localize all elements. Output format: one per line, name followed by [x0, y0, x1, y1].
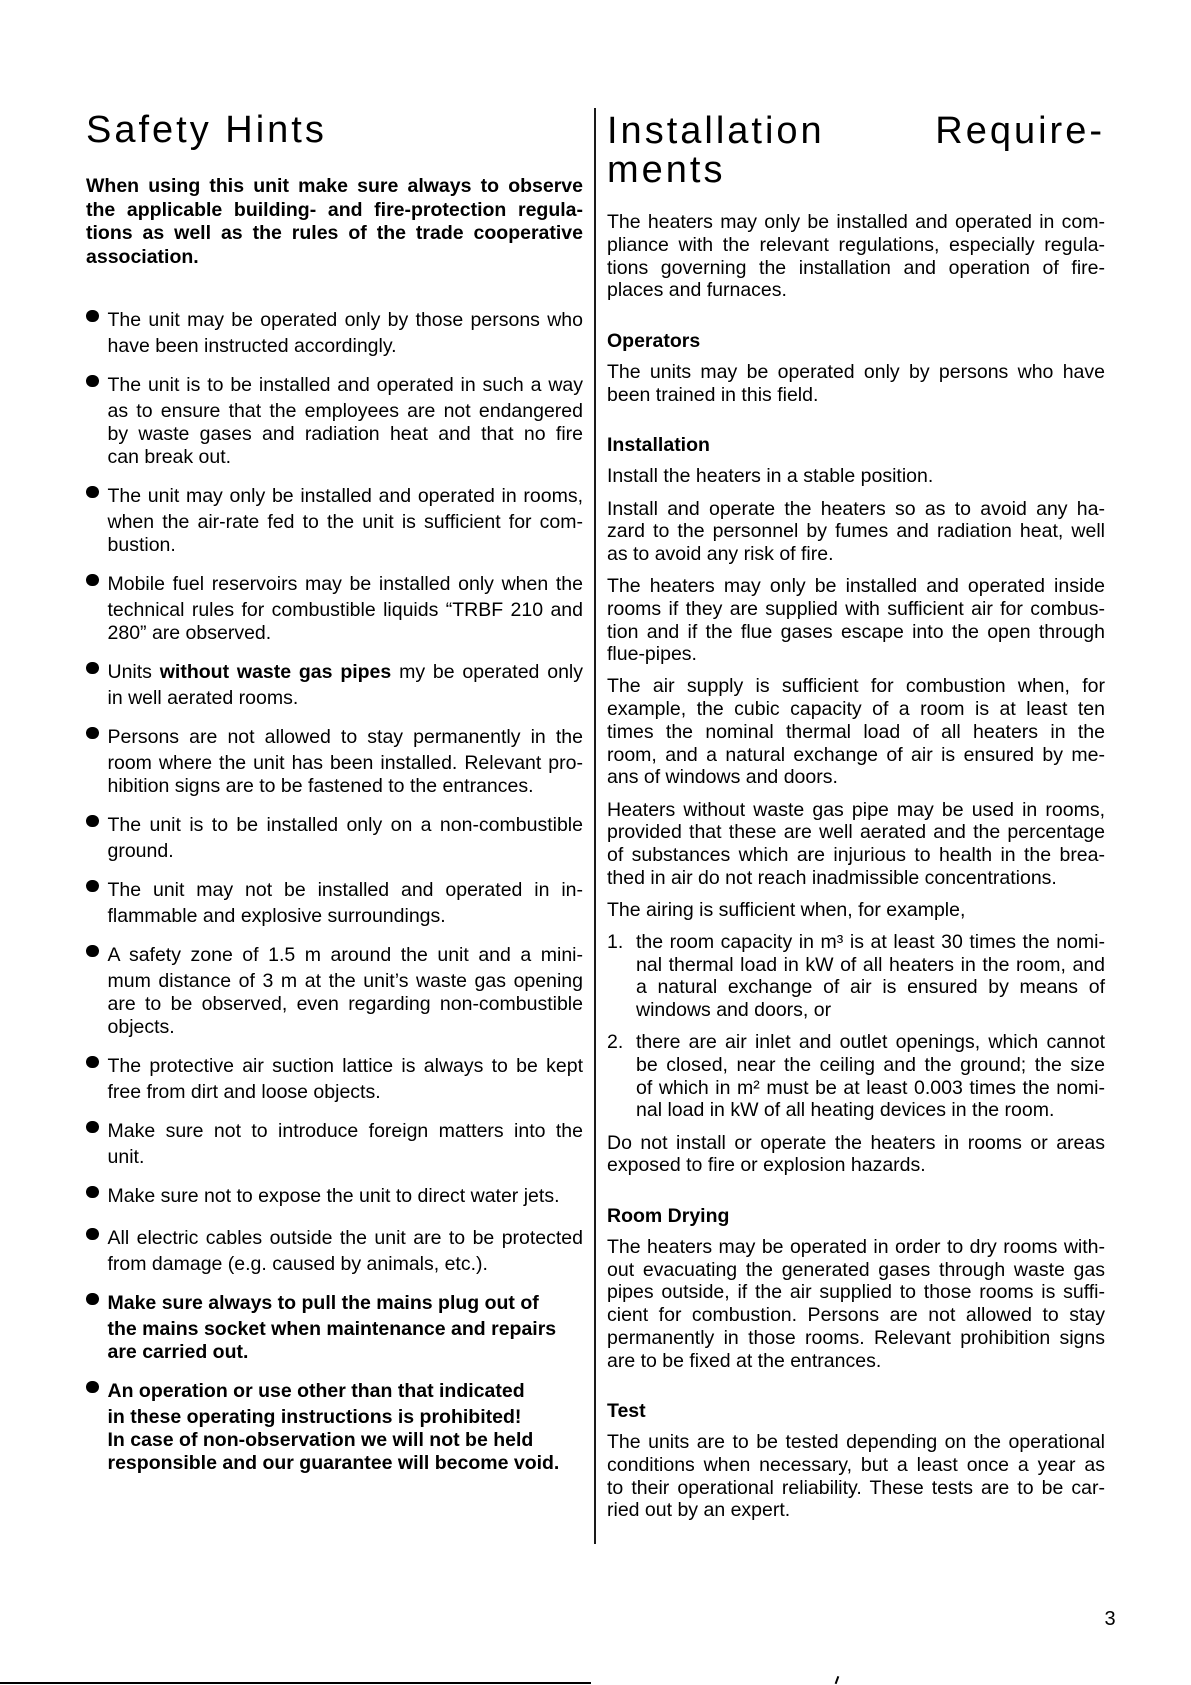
numbered-item-line: nal load in kW of all heating devices in the room.: [636, 1099, 1055, 1122]
list-item-line: mum distance of 3 m at the unit’s waste gas opening: [107, 969, 583, 992]
list-item-line: Persons are not allowed to stay permanently in the: [107, 725, 583, 748]
section-heading: Operators: [607, 329, 701, 352]
list-item: [86, 1380, 583, 1475]
paragraph-line: Do not install or operate the heaters in rooms or areas: [607, 1131, 1105, 1154]
paragraph: [607, 1132, 1105, 1177]
section-heading: Test: [607, 1400, 646, 1423]
list-item-line: Make sure always to pull the mains plug out of: [107, 1291, 539, 1314]
list-item: [86, 309, 583, 358]
item-number: 2.: [607, 1031, 624, 1054]
list-item: [86, 374, 583, 469]
list-item-line: The unit may only be installed and operated in rooms,: [107, 484, 583, 507]
paragraph-line: are to be fixed at the entrances.: [607, 1349, 882, 1372]
paragraph-line: flue-pipes.: [607, 643, 697, 666]
bullet-icon: [86, 662, 99, 675]
paragraph: [607, 361, 1105, 406]
page-number: 3: [1104, 1608, 1116, 1630]
intro-line: association.: [86, 245, 199, 268]
intro-line: tions as well as the rules of the trade cooperative: [86, 222, 583, 245]
safety-hints-title: Safety Hints: [86, 108, 327, 151]
list-item-line: are to be observed, even regarding non-combustible: [107, 992, 583, 1015]
bullet-icon: [86, 1293, 99, 1306]
list-item-line: A safety zone of 1.5 m around the unit and a mini-: [107, 943, 583, 966]
list-item: [86, 1292, 583, 1364]
list-item: [86, 1055, 583, 1104]
list-item-line: objects.: [107, 1015, 175, 1038]
list-item-line: All electric cables outside the unit are to be protected: [107, 1226, 583, 1249]
list-item: [86, 661, 583, 710]
paragraph-line: exposed to fire or explosion hazards.: [607, 1154, 926, 1177]
list-item-line: The unit is to be installed and operated in such a way: [107, 373, 583, 396]
paragraph: [607, 211, 1105, 302]
paragraph-line: Install and operate the heaters so as to avoid any ha-: [607, 497, 1105, 520]
paragraph-line: The heaters may be operated in order to dry rooms with-: [607, 1236, 1105, 1259]
list-item-line: room where the unit has been installed. Relevant pro-: [107, 751, 583, 774]
list-item-line: hibition signs are to be fastened to the entrances.: [107, 774, 534, 797]
list-item-line: 280” are observed.: [107, 621, 272, 644]
list-item-line: Make sure not to introduce foreign matters into the: [107, 1119, 583, 1142]
list-item-line: as to ensure that the employees are not endangered: [107, 399, 583, 422]
paragraph-line: permanently in those rooms. Relevant prohibition signs: [607, 1326, 1105, 1349]
intro-line: When using this unit make sure always to observe: [86, 175, 583, 198]
bullet-icon: [86, 1228, 99, 1241]
bullet-icon: [86, 1056, 99, 1069]
list-item: [86, 814, 583, 863]
list-item-line: Make sure not to expose the unit to direct water jets.: [107, 1184, 560, 1207]
paragraph-line: been trained in this field.: [607, 383, 819, 406]
paragraph-line: tions governing the installation and operation of fire-: [607, 256, 1105, 279]
bullet-icon: [86, 880, 99, 893]
text-segment: Units: [107, 660, 160, 683]
section-heading: Installation: [607, 434, 710, 457]
paragraph: [607, 899, 1105, 922]
safety-hints-intro: [86, 175, 583, 269]
paragraph-line: pliance with the relevant regulations, especially regula-: [607, 233, 1105, 256]
list-item-line: by waste gases and radiation heat and that no fire: [107, 422, 583, 445]
paragraph-line: ried out by an expert.: [607, 1499, 791, 1522]
paragraph-line: places and furnaces.: [607, 279, 787, 302]
safety-hints-list: [86, 309, 583, 1491]
list-item: [86, 1227, 583, 1276]
list-item-line: bustion.: [107, 533, 176, 556]
paragraph-line: The heaters may only be installed and operated inside: [607, 575, 1105, 598]
title-line: Installation Require-: [607, 109, 1105, 152]
paragraph-line: zard to the personnel by fumes and radiation heat, well: [607, 520, 1105, 543]
bullet-icon: [86, 574, 99, 587]
paragraph-line: provided that these are well aerated and the percentage: [607, 821, 1105, 844]
bottom-rule: [0, 1682, 591, 1684]
list-item: [86, 726, 583, 798]
bold-text: without waste gas pipes: [159, 660, 392, 683]
list-item-line: The protective air suction lattice is always to be kept: [107, 1054, 583, 1077]
list-item-line: from damage (e.g. caused by animals, etc.).: [107, 1252, 488, 1275]
paragraph: [607, 675, 1105, 789]
text-segment: my be operated only: [391, 660, 583, 683]
numbered-item-line: a natural exchange of air is ensured by means of: [636, 976, 1105, 999]
paragraph-line: thed in air do not reach inadmissible concentrations.: [607, 866, 1057, 889]
paragraph-line: The units are to be tested depending on the operational: [607, 1431, 1105, 1454]
paragraph-line: room, and a natural exchange of air is ensured by me-: [607, 743, 1105, 766]
item-number: 1.: [607, 931, 624, 954]
list-item-line: An operation or use other than that indicated: [107, 1379, 525, 1402]
list-item: [86, 944, 583, 1039]
paragraph-line: times the nominal thermal load of all heaters in the: [607, 720, 1105, 743]
paragraph: [607, 465, 1105, 488]
list-item-line: flammable and explosive surroundings.: [107, 904, 446, 927]
numbered-item: [607, 1031, 1105, 1122]
list-item: [86, 1120, 583, 1169]
list-item-line: responsible and our guarantee will become void.: [107, 1451, 560, 1474]
list-item-line: in these operating instructions is prohibited!: [107, 1405, 522, 1428]
paragraph: [607, 498, 1105, 566]
list-item-line: technical rules for combustible liquids “TRBF 210 and: [107, 598, 583, 621]
list-item-line: unit.: [107, 1145, 145, 1168]
paragraph-line: as to avoid any risk of fire.: [607, 542, 834, 565]
paragraph-line: The airing is sufficient when, for example,: [607, 898, 966, 921]
crop-mark: [835, 1676, 839, 1684]
paragraph-line: tion and if the flue gases escape into the open through: [607, 620, 1105, 643]
paragraph-line: conditions when necessary, but a least once a year as: [607, 1453, 1105, 1476]
bullet-icon: [86, 945, 99, 958]
list-item: [86, 1185, 583, 1211]
numbered-item-line: the room capacity in m³ is at least 30 times the nomi-: [636, 931, 1105, 954]
list-item-line: The unit may be operated only by those persons who: [107, 308, 583, 331]
paragraph: [607, 799, 1105, 890]
column-divider: [594, 108, 596, 1544]
numbered-item-line: of which in m² must be at least 0.003 times the nomi-: [636, 1076, 1105, 1099]
paragraph-line: The air supply is sufficient for combustion when, for: [607, 675, 1105, 698]
paragraph-line: ans of windows and doors.: [607, 766, 838, 789]
paragraph-line: Heaters without waste gas pipe may be used in rooms,: [607, 798, 1105, 821]
list-item-line: in well aerated rooms.: [107, 686, 299, 709]
paragraph-line: The heaters may only be installed and operated in com-: [607, 211, 1105, 234]
numbered-item-line: windows and doors, or: [636, 999, 832, 1022]
bullet-icon: [86, 727, 99, 740]
paragraph-line: The units may be operated only by persons who have: [607, 360, 1105, 383]
list-item-line: can break out.: [107, 445, 232, 468]
list-item-line: In case of non-observation we will not be held: [107, 1428, 534, 1451]
list-item-line: The unit is to be installed only on a non-combustible: [107, 813, 583, 836]
list-item-line: the mains socket when maintenance and repairs: [107, 1317, 557, 1340]
paragraph-line: Install the heaters in a stable position.: [607, 465, 934, 488]
bullet-icon: [86, 310, 99, 323]
list-item-line: when the air-rate fed to the unit is sufficient for com-: [107, 510, 583, 533]
paragraph-line: rooms if they are supplied with sufficient air for combus-: [607, 597, 1105, 620]
paragraph-line: out evacuating the generated gases through waste gas: [607, 1258, 1105, 1281]
paragraph-line: example, the cubic capacity of a room is at least ten: [607, 698, 1105, 721]
list-item-line: free from dirt and loose objects.: [107, 1080, 381, 1103]
numbered-item-line: nal thermal load in kW of all heaters in the room, and: [636, 953, 1105, 976]
installation-requirements-body: [607, 211, 1105, 1531]
intro-line: the applicable building- and fire-protection regula-: [86, 198, 583, 221]
list-item-line: Mobile fuel reservoirs may be installed only when the: [107, 572, 583, 595]
paragraph: [607, 575, 1105, 666]
numbered-item: [607, 931, 1105, 1022]
list-item: [86, 879, 583, 928]
numbered-item-line: there are air inlet and outlet openings, which cannot: [636, 1031, 1105, 1054]
list-item: [86, 573, 583, 645]
list-item-line: [108, 661, 584, 684]
paragraph-line: pipes outside, if the air supplied to those rooms is suffi-: [607, 1281, 1105, 1304]
bullet-icon: [86, 375, 99, 388]
section-heading: Room Drying: [607, 1204, 730, 1227]
bullet-icon: [86, 1186, 99, 1199]
bullet-icon: [86, 486, 99, 499]
paragraph-line: to their operational reliability. These tests are to be car-: [607, 1476, 1105, 1499]
list-item-line: have been instructed accordingly.: [107, 334, 397, 357]
paragraph-line: cient for combustion. Persons are not allowed to stay: [607, 1304, 1105, 1327]
bullet-icon: [86, 1121, 99, 1134]
bullet-icon: [86, 1381, 99, 1394]
list-item: [86, 485, 583, 557]
numbered-item-line: be closed, near the ceiling and the ground; the size: [636, 1054, 1105, 1077]
installation-requirements-title: [607, 109, 1105, 191]
paragraph: [607, 1431, 1105, 1522]
list-item-line: The unit may not be installed and operated in in-: [107, 878, 583, 901]
paragraph-line: of substances which are injurious to health in the brea-: [607, 843, 1105, 866]
list-item-line: ground.: [107, 839, 174, 862]
list-item-line: are carried out.: [107, 1340, 249, 1363]
paragraph: [607, 1236, 1105, 1372]
bullet-icon: [86, 815, 99, 828]
title-line: ments: [607, 148, 726, 191]
